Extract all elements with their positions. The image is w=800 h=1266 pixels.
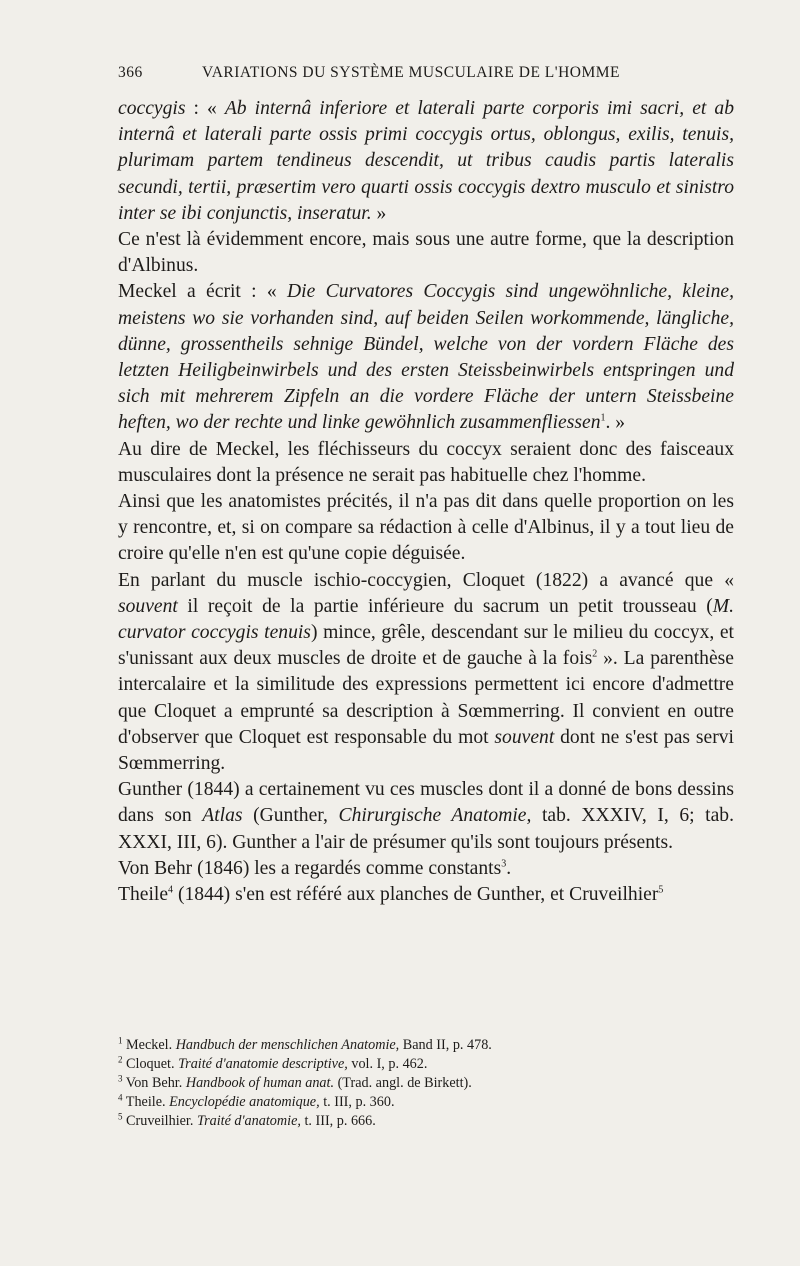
footnote-ref: 2 xyxy=(592,648,598,660)
text-run: Theile xyxy=(118,884,169,906)
text-run: Theile. xyxy=(125,1094,170,1110)
paragraph-5 xyxy=(118,489,734,568)
running-title: VARIATIONS DU SYSTÈME MUSCULAIRE DE L'HOMME xyxy=(202,64,620,81)
footnote-5 xyxy=(118,1112,734,1131)
italic-text: coccygis xyxy=(118,98,186,119)
italic-text: Die Curvatores Coccygis sind ungewöhnliche, kleine, meistens wo sie vorhanden sind, auf beiden Seilen workommende, längliche, dünne, grossentheils sehnige Bündel, welche von der vordern Fläche des letzten Heiligbeinwirbels und des ersten Steissbeinwirbels entspringen und sich mit mehrerem Zipfeln an die vordere Fläche der untern Steissbeine heften, wo der rechte und linke gewöhnlich zusammenfliessen xyxy=(118,281,734,434)
italic-text: souvent xyxy=(118,595,178,617)
paragraph-9 xyxy=(118,882,734,908)
text-run: Ainsi que les anatomistes précités, il n'a pas dit dans quelle proportion on les y rencontre, et, si on compare sa rédaction à celle d'Albinus, il y a tout lieu de croire qu'elle n'en est qu'une copie déguisée. xyxy=(118,491,734,565)
footnote-4 xyxy=(118,1093,734,1112)
text-run: En parlant du muscle ischio-coccygien, Cloquet (1822) a avancé que « xyxy=(118,569,734,591)
text-run: Meckel a écrit : « xyxy=(118,281,288,303)
text-run: dont ne s'est pas servi Sœmmerring. xyxy=(118,726,734,775)
body-text xyxy=(118,96,734,908)
text-run: il reçoit de la partie inférieure du sacrum un petit trousseau ( xyxy=(177,595,713,617)
footnote-mark: 2 xyxy=(118,1054,123,1065)
text-run: Au dire de Meckel, les fléchisseurs du coccyx seraient donc des faisceaux musculaires dont la présence ne serait pas habituelle chez l'homme. xyxy=(118,438,734,486)
footnote-3 xyxy=(118,1074,734,1093)
italic-text: Ab internâ inferiore et laterali parte corporis imi sacri, et ab internâ et laterali parte ossis primi coccygis ortus, oblongus, exilis, tenuis, plurimam partem tendineus descendit, ut tribus caudis partis lateralis secundi, tertii, præsertim vero quarti ossis coccygis dextro musculo et sinistro inter se ibi conjunctis, inseratur. xyxy=(118,98,734,224)
italic-text: Handbuch der menschlichen Anatomie, xyxy=(175,1037,400,1053)
footnote-ref: 4 xyxy=(168,884,174,896)
text-run: vol. I, p. 462. xyxy=(347,1056,428,1072)
paragraph-2 xyxy=(118,227,734,279)
paragraph-1 xyxy=(118,96,734,227)
text-run: ». La parenthèse intercalaire et la similitude des expressions permettent ici encore d'admettre que Cloquet a emprunté sa description à Sœmmerring. Il convient en outre d'observer que Cloquet est responsable du mot xyxy=(118,648,734,748)
footnotes xyxy=(118,1036,734,1131)
italic-text: Traité d'anatomie, xyxy=(196,1113,301,1129)
text-run: . xyxy=(506,857,512,879)
paragraph-7 xyxy=(118,777,734,856)
italic-text: Atlas xyxy=(202,805,243,827)
paragraph-8 xyxy=(118,856,734,882)
text-run: Cloquet. xyxy=(126,1056,179,1072)
text-run: Gunther (1844) a certainement vu ces muscles dont il a donné de bons dessins dans son xyxy=(118,779,734,827)
footnote-ref: 1 xyxy=(600,412,606,424)
text-run: Von Behr. xyxy=(125,1075,186,1091)
italic-text: Handbook of human anat. xyxy=(185,1075,335,1091)
text-run: . » xyxy=(605,412,626,434)
text-run: (Trad. angl. de Birkett). xyxy=(334,1075,472,1091)
text-run: Band II, p. 478. xyxy=(399,1037,492,1053)
text-run: (1844) s'en est référé aux planches de Gunther, et Cruveilhier xyxy=(173,884,659,906)
paragraph-3 xyxy=(118,279,734,436)
text-run: Von Behr (1846) les a regardés comme constants xyxy=(118,857,502,879)
paragraph-6 xyxy=(118,568,734,778)
text-run: » xyxy=(371,202,387,224)
italic-text: Traité d'anatomie descriptive, xyxy=(178,1056,348,1072)
text-run: : « xyxy=(185,98,225,119)
footnote-mark: 5 xyxy=(118,1111,123,1122)
text-run: t. III, p. 666. xyxy=(300,1113,376,1129)
footnote-ref: 3 xyxy=(501,858,507,870)
paragraph-4 xyxy=(118,437,734,489)
italic-text: souvent xyxy=(494,726,555,748)
footnote-mark: 1 xyxy=(118,1035,123,1046)
footnote-ref: 5 xyxy=(658,884,664,896)
footnote-mark: 4 xyxy=(118,1092,123,1103)
text-run: tab. XXXIV, I, 6; tab. XXXI, III, 6). Gunther a l'air de présumer qu'ils sont toujours présents. xyxy=(118,805,734,853)
text-run: Cruveilhier. xyxy=(126,1113,197,1129)
text-run: Meckel. xyxy=(126,1037,176,1053)
text-run: ) mince, grêle, descendant sur le milieu du coccyx, et s'unissant aux deux muscles de droite et de gauche à la fois xyxy=(118,622,735,670)
running-header xyxy=(118,62,734,86)
footnote-1 xyxy=(118,1036,734,1055)
page-number: 366 xyxy=(118,64,143,81)
italic-text: M. curvator coccygis tenuis xyxy=(118,595,734,644)
text-run: Ce n'est là évidemment encore, mais sous une autre forme, que la description d'Albinus. xyxy=(118,229,734,277)
text-run: t. III, p. 360. xyxy=(319,1094,395,1110)
italic-text: Encyclopédie anatomique, xyxy=(169,1094,320,1110)
footnote-mark: 3 xyxy=(118,1073,123,1084)
italic-text: Chirurgische Anatomie, xyxy=(338,805,532,827)
text-run: (Gunther, xyxy=(242,805,339,827)
footnote-2 xyxy=(118,1055,734,1074)
